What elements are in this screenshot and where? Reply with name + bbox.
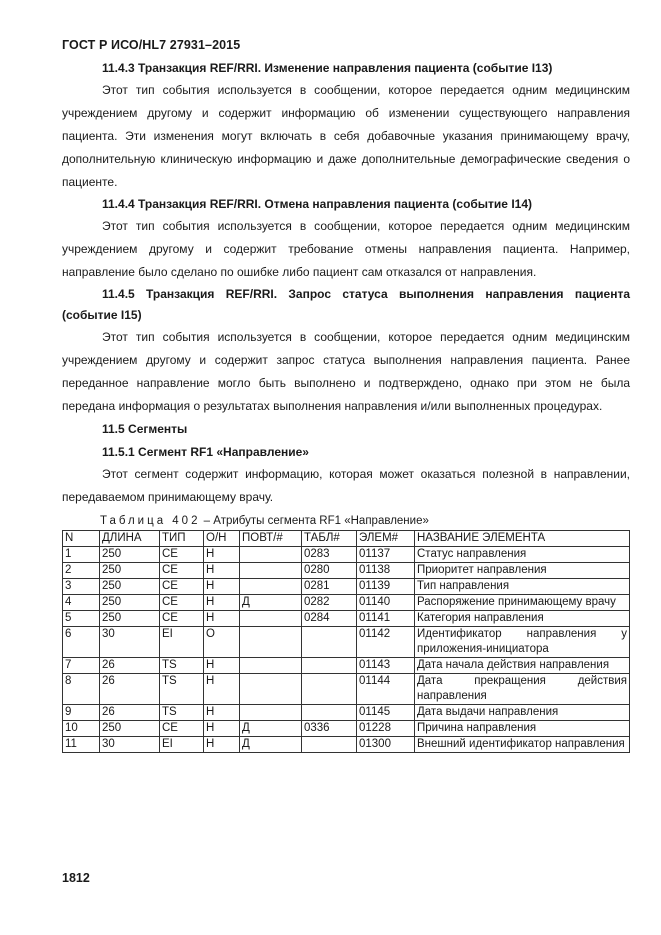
cell-n: 10 bbox=[63, 721, 100, 737]
cell-type: CE bbox=[160, 563, 204, 579]
cell-type: CE bbox=[160, 547, 204, 563]
header-element-num: ЭЛЕМ# bbox=[357, 531, 415, 547]
header-type: ТИП bbox=[160, 531, 204, 547]
paragraph-11-5-1: Этот сегмент содержит информацию, которая может оказаться полезной в направлении, передаваемом принимающему врачу. bbox=[62, 467, 630, 504]
header-n: N bbox=[63, 531, 100, 547]
cell-element-num: 01144 bbox=[357, 674, 415, 705]
cell-type: TS bbox=[160, 658, 204, 674]
cell-length: 250 bbox=[100, 721, 160, 737]
cell-element-name: Статус направления bbox=[415, 547, 630, 563]
cell-n: 9 bbox=[63, 705, 100, 721]
cell-repeat: Д bbox=[240, 595, 302, 611]
header-length: ДЛИНА bbox=[100, 531, 160, 547]
cell-element-num: 01142 bbox=[357, 627, 415, 658]
table-row bbox=[63, 595, 630, 611]
cell-type: EI bbox=[160, 627, 204, 658]
cell-type: TS bbox=[160, 705, 204, 721]
cell-length: 26 bbox=[100, 705, 160, 721]
paragraph-11-4-3: Этот тип события используется в сообщении, которое передается одним медицинским учреждением другому и содержит информацию об изменении существующего направления пациента. Эти изменения могут включать в себя добавочные указания принимающему врачу, дополнительную клиническую информацию и даже дополнительные демографические сведения о пациенте. bbox=[62, 83, 630, 189]
rf1-attributes-table bbox=[62, 530, 630, 753]
cell-repeat bbox=[240, 579, 302, 595]
page-content bbox=[62, 58, 630, 753]
cell-optionality: О bbox=[204, 627, 240, 658]
table-body bbox=[63, 547, 630, 753]
cell-table-num: 0281 bbox=[302, 579, 357, 595]
cell-element-name: Дата начала действия направления bbox=[415, 658, 630, 674]
cell-repeat bbox=[240, 563, 302, 579]
cell-table-num bbox=[302, 705, 357, 721]
cell-n: 6 bbox=[63, 627, 100, 658]
header-element-name: НАЗВАНИЕ ЭЛЕМЕНТА bbox=[415, 531, 630, 547]
table-caption bbox=[100, 513, 630, 529]
cell-length: 30 bbox=[100, 627, 160, 658]
cell-optionality: Н bbox=[204, 595, 240, 611]
cell-element-num: 01138 bbox=[357, 563, 415, 579]
table-row bbox=[63, 627, 630, 658]
cell-repeat bbox=[240, 611, 302, 627]
table-row bbox=[63, 674, 630, 705]
table-row bbox=[63, 611, 630, 627]
cell-type: CE bbox=[160, 595, 204, 611]
cell-length: 30 bbox=[100, 737, 160, 753]
table-row bbox=[63, 563, 630, 579]
cell-element-num: 01300 bbox=[357, 737, 415, 753]
cell-element-name: Дата прекращения действия направления bbox=[415, 674, 630, 705]
cell-table-num: 0280 bbox=[302, 563, 357, 579]
cell-element-num: 01143 bbox=[357, 658, 415, 674]
cell-table-num: 0282 bbox=[302, 595, 357, 611]
header-repeat: ПОВТ/# bbox=[240, 531, 302, 547]
cell-n: 5 bbox=[63, 611, 100, 627]
table-caption-text: – Атрибуты сегмента RF1 «Направление» bbox=[200, 515, 429, 527]
header-table-num: ТАБЛ# bbox=[302, 531, 357, 547]
heading-11-5: 11.5 Сегменты bbox=[102, 422, 188, 436]
cell-table-num bbox=[302, 658, 357, 674]
cell-repeat bbox=[240, 627, 302, 658]
cell-element-name: Внешний идентификатор направления bbox=[415, 737, 630, 753]
cell-optionality: Н bbox=[204, 563, 240, 579]
cell-element-name: Тип направления bbox=[415, 579, 630, 595]
cell-element-name: Причина направления bbox=[415, 721, 630, 737]
heading-11-4-4: 11.4.4 Транзакция REF/RRI. Отмена направления пациента (событие I14) bbox=[102, 197, 532, 211]
paragraph-11-4-4: Этот тип события используется в сообщении, которое передается одним медицинским учреждением другому и содержит требование отмены направления пациента. Например, направление было сделано по ошибке либо пациент сам отказался от направления. bbox=[62, 219, 630, 279]
table-row bbox=[63, 737, 630, 753]
cell-repeat bbox=[240, 705, 302, 721]
cell-repeat bbox=[240, 674, 302, 705]
cell-n: 1 bbox=[63, 547, 100, 563]
cell-length: 250 bbox=[100, 547, 160, 563]
cell-table-num: 0284 bbox=[302, 611, 357, 627]
cell-repeat bbox=[240, 658, 302, 674]
cell-table-num: 0336 bbox=[302, 721, 357, 737]
cell-n: 3 bbox=[63, 579, 100, 595]
cell-n: 11 bbox=[63, 737, 100, 753]
table-row bbox=[63, 705, 630, 721]
cell-element-name: Идентификатор направления у приложения-инициатора bbox=[415, 627, 630, 658]
cell-repeat: Д bbox=[240, 721, 302, 737]
table-caption-label: Таблица 402 bbox=[100, 515, 201, 527]
cell-repeat: Д bbox=[240, 737, 302, 753]
cell-table-num bbox=[302, 737, 357, 753]
cell-element-num: 01141 bbox=[357, 611, 415, 627]
cell-optionality: Н bbox=[204, 579, 240, 595]
cell-length: 26 bbox=[100, 658, 160, 674]
cell-length: 250 bbox=[100, 611, 160, 627]
cell-type: CE bbox=[160, 721, 204, 737]
table-row bbox=[63, 658, 630, 674]
cell-type: TS bbox=[160, 674, 204, 705]
cell-element-name: Дата выдачи направления bbox=[415, 705, 630, 721]
cell-element-num: 01137 bbox=[357, 547, 415, 563]
cell-element-num: 01228 bbox=[357, 721, 415, 737]
heading-11-4-5: 11.4.5 Транзакция REF/RRI. Запрос статуса выполнения направления пациента (событие I15) bbox=[62, 287, 630, 322]
cell-optionality: Н bbox=[204, 721, 240, 737]
cell-table-num: 0283 bbox=[302, 547, 357, 563]
cell-optionality: Н bbox=[204, 737, 240, 753]
paragraph-11-4-5: Этот тип события используется в сообщении, которое передается одним медицинским учреждением другому и содержит запрос статуса выполнения направления пациента. Ранее переданное направление могло быть выполнено и подтверждено, однако при этом не была передана информация о результатах выполнения направления и/или выполненных процедурах. bbox=[62, 330, 630, 413]
table-row bbox=[63, 547, 630, 563]
cell-length: 26 bbox=[100, 674, 160, 705]
cell-type: CE bbox=[160, 611, 204, 627]
cell-n: 7 bbox=[63, 658, 100, 674]
heading-11-4-3: 11.4.3 Транзакция REF/RRI. Изменение направления пациента (событие I13) bbox=[102, 61, 553, 75]
cell-n: 4 bbox=[63, 595, 100, 611]
header-optionality: О/Н bbox=[204, 531, 240, 547]
table-row bbox=[63, 721, 630, 737]
cell-table-num bbox=[302, 674, 357, 705]
cell-repeat bbox=[240, 547, 302, 563]
cell-element-name: Категория направления bbox=[415, 611, 630, 627]
cell-n: 2 bbox=[63, 563, 100, 579]
cell-element-num: 01140 bbox=[357, 595, 415, 611]
cell-element-name: Приоритет направления bbox=[415, 563, 630, 579]
cell-optionality: Н bbox=[204, 611, 240, 627]
cell-length: 250 bbox=[100, 579, 160, 595]
cell-element-num: 01139 bbox=[357, 579, 415, 595]
cell-length: 250 bbox=[100, 563, 160, 579]
cell-element-name: Распоряжение принимающему врачу bbox=[415, 595, 630, 611]
cell-length: 250 bbox=[100, 595, 160, 611]
document-header: ГОСТ Р ИСО/HL7 27931–2015 bbox=[62, 38, 241, 52]
cell-optionality: Н bbox=[204, 674, 240, 705]
cell-type: CE bbox=[160, 579, 204, 595]
cell-element-num: 01145 bbox=[357, 705, 415, 721]
page-number: 1812 bbox=[62, 871, 90, 885]
cell-n: 8 bbox=[63, 674, 100, 705]
cell-optionality: Н bbox=[204, 547, 240, 563]
table-row bbox=[63, 579, 630, 595]
cell-type: EI bbox=[160, 737, 204, 753]
cell-table-num bbox=[302, 627, 357, 658]
heading-11-5-1: 11.5.1 Сегмент RF1 «Направление» bbox=[102, 445, 309, 459]
cell-optionality: Н bbox=[204, 658, 240, 674]
cell-optionality: Н bbox=[204, 705, 240, 721]
table-header-row bbox=[63, 531, 630, 547]
